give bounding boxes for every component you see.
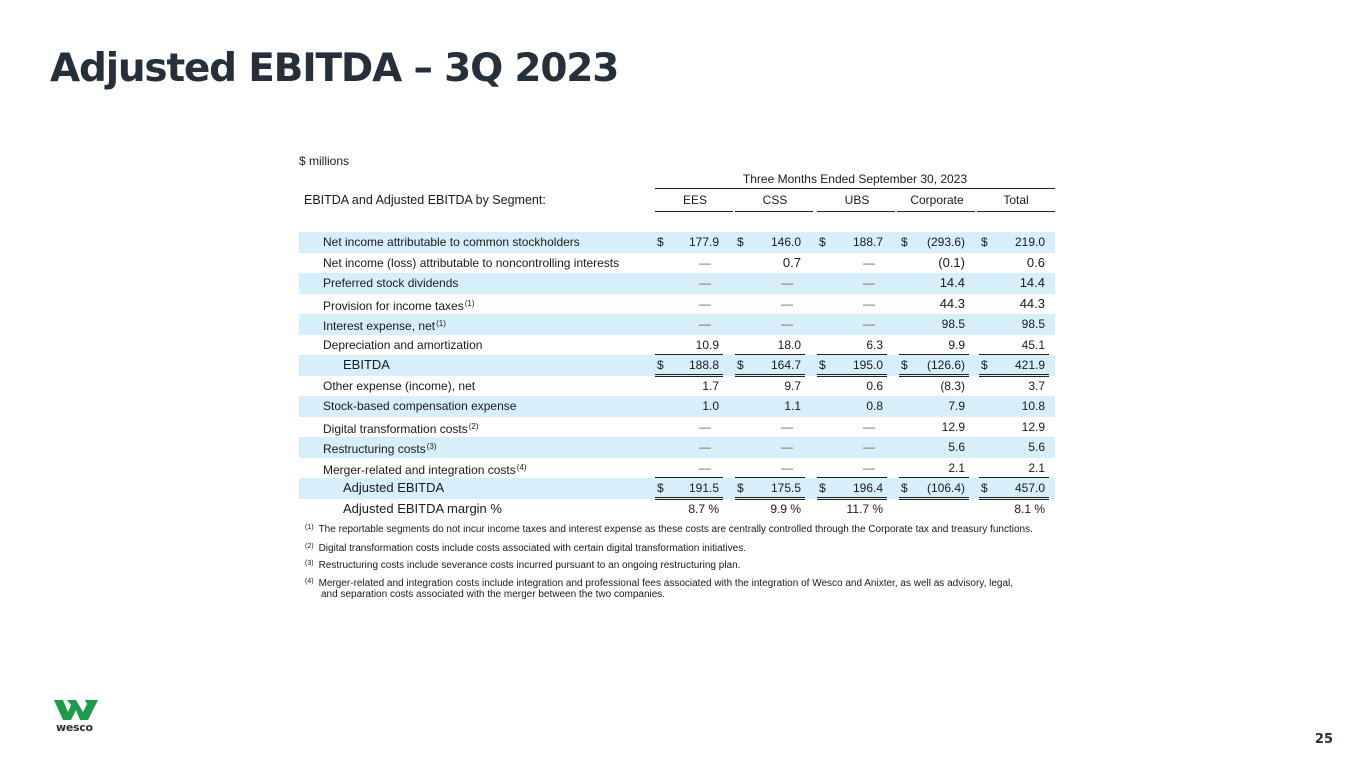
cell-corporate: 7.9	[948, 399, 965, 413]
single-underline	[817, 477, 887, 478]
double-underline	[979, 497, 1049, 500]
cell-corporate: 5.6	[948, 440, 965, 454]
table-row	[299, 294, 1055, 315]
row-label: Stock-based compensation expense	[323, 399, 517, 413]
cell-total: 3.7	[1028, 378, 1045, 393]
footnote-number: (1)	[305, 524, 314, 531]
single-underline	[817, 354, 887, 355]
double-underline	[655, 374, 723, 377]
header-rule	[655, 188, 1055, 189]
double-underline	[655, 497, 723, 500]
column-header-rule	[817, 211, 895, 212]
cell-total: 10.8	[1021, 399, 1045, 413]
table-row	[299, 273, 1055, 294]
currency-symbol: $	[901, 235, 908, 249]
cell-corporate: (106.4)	[926, 481, 965, 495]
cell-css: 146.0	[770, 235, 801, 249]
single-underline	[655, 354, 723, 355]
row-label: Provision for income taxes$^{(1)}$	[323, 298, 475, 313]
cell-css: 175.5	[770, 481, 801, 495]
double-underline	[899, 497, 969, 500]
footnote	[305, 558, 1065, 571]
double-underline	[899, 374, 969, 377]
cell-ubs: 6.3	[866, 337, 883, 352]
row-label: Other expense (income), net	[323, 378, 476, 393]
footnote-text-continued: and separation costs associated with the merger between the two companies.	[321, 589, 666, 600]
table-row	[299, 232, 1055, 253]
footnote-ref: (2)	[468, 421, 479, 431]
cell-ubs: —	[863, 419, 875, 434]
currency-symbol: $	[737, 235, 744, 249]
cell-ees: 188.8	[688, 358, 719, 372]
cell-corporate: 98.5	[941, 317, 965, 331]
cell-ees: —	[699, 317, 711, 331]
footnote-number: (4)	[305, 578, 314, 585]
row-label: Adjusted EBITDA	[343, 480, 445, 495]
footnote-ref: (4)	[516, 462, 527, 472]
footnote-text: Merger-related and integration costs include integration and professional fees associated with the integration of Wesco and Anixter, as well as advisory, legal,	[318, 578, 1014, 589]
single-underline	[979, 477, 1049, 478]
footnote-text: The reportable segments do not incur income taxes and interest expense as these costs are centrally controlled through the Corporate tax and treasury functions.	[318, 524, 1033, 535]
cell-ubs: —	[863, 276, 875, 290]
row-label: Merger-related and integration costs$^{(4)}$	[323, 462, 527, 477]
table-row	[299, 355, 1055, 376]
cell-css: 0.7	[782, 254, 801, 270]
cell-corporate: (126.6)	[926, 358, 965, 372]
currency-symbol: $	[819, 358, 826, 372]
table-row	[299, 499, 1055, 520]
cell-ubs: —	[863, 460, 875, 475]
table-row	[299, 253, 1055, 274]
column-header-rule	[655, 211, 733, 212]
cell-total: 219.0	[1014, 235, 1045, 249]
footnote-ref: (1)	[464, 298, 475, 308]
currency-symbol: $	[657, 358, 664, 372]
table-row	[299, 478, 1055, 499]
cell-ees: —	[699, 276, 711, 290]
cell-total: 0.6	[1026, 254, 1045, 270]
cell-ees: 1.0	[702, 399, 719, 413]
row-label: EBITDA	[343, 357, 390, 372]
footnote-text: Restructuring costs include severance costs incurred pursuant to an ongoing restructuring plan.	[318, 560, 741, 571]
row-label: Interest expense, net$^{(1)}$	[323, 319, 446, 333]
cell-ubs: 0.8	[866, 399, 883, 413]
currency-symbol: $	[981, 481, 988, 495]
column-header-rule	[897, 211, 975, 212]
logo-wordmark: wesco	[56, 721, 93, 734]
footnote-text: Digital transformation costs include costs associated with certain digital transformation initiatives.	[318, 543, 746, 554]
cell-total: 8.1 %	[1014, 501, 1045, 516]
cell-css: —	[781, 460, 793, 475]
wesco-logo-icon	[54, 700, 98, 720]
cell-css: 1.1	[784, 399, 801, 413]
slide-title: Adjusted EBITDA – 3Q 2023	[50, 46, 619, 91]
single-underline	[979, 354, 1049, 355]
cell-corporate: 12.9	[941, 419, 965, 434]
units-label: $ millions	[299, 154, 350, 168]
cell-total: 12.9	[1021, 419, 1045, 434]
cell-css: —	[781, 317, 793, 331]
row-label: Preferred stock dividends	[323, 276, 459, 290]
currency-symbol: $	[657, 235, 664, 249]
table-row	[299, 458, 1055, 479]
cell-corporate: 14.4	[939, 275, 965, 290]
cell-corporate: (293.6)	[926, 235, 965, 249]
cell-ubs: —	[863, 296, 875, 311]
cell-total: 14.4	[1019, 275, 1045, 290]
cell-total: 98.5	[1021, 317, 1045, 331]
double-underline	[735, 497, 805, 500]
row-label: Restructuring costs$^{(3)}$	[323, 442, 437, 456]
column-header-ees: EES	[682, 193, 707, 207]
cell-corporate: (0.1)	[938, 254, 965, 270]
table-row	[299, 437, 1055, 458]
cell-ees: —	[699, 255, 711, 270]
cell-css: —	[781, 296, 793, 311]
ebitda-table	[299, 170, 1055, 519]
cell-total: 457.0	[1014, 481, 1045, 495]
row-label: Adjusted EBITDA margin %	[343, 500, 502, 516]
cell-ubs: 11.7 %	[846, 501, 883, 516]
cell-ees: 177.9	[688, 235, 719, 249]
period-header: Three Months Ended September 30, 2023	[742, 172, 968, 186]
cell-corporate: 44.3	[939, 295, 965, 311]
currency-symbol: $	[737, 481, 744, 495]
footnote	[305, 541, 1065, 554]
double-underline	[735, 374, 805, 377]
cell-ees: —	[699, 296, 711, 311]
column-header-rule	[735, 211, 813, 212]
single-underline	[899, 477, 969, 478]
cell-ees: 1.7	[702, 378, 719, 393]
footnote	[305, 576, 1065, 600]
footnote-number: (3)	[305, 560, 314, 567]
double-underline	[817, 374, 887, 377]
currency-symbol: $	[657, 481, 664, 495]
cell-total: 45.1	[1021, 337, 1045, 352]
cell-css: 9.7	[784, 378, 801, 393]
cell-total: 44.3	[1019, 295, 1045, 311]
cell-ees: 8.7 %	[688, 501, 719, 516]
cell-ubs: —	[863, 255, 875, 270]
currency-symbol: $	[901, 358, 908, 372]
footnote	[305, 522, 1065, 535]
cell-ubs: —	[863, 440, 875, 454]
cell-ees: 10.9	[695, 337, 719, 352]
single-underline	[899, 354, 969, 355]
currency-symbol: $	[737, 358, 744, 372]
currency-symbol: $	[819, 235, 826, 249]
cell-ees: —	[699, 419, 711, 434]
column-header-rule	[977, 211, 1055, 212]
single-underline	[655, 477, 723, 478]
cell-ubs: 0.6	[866, 378, 883, 393]
footnote-ref: (3)	[426, 442, 437, 451]
double-underline	[979, 374, 1049, 377]
period-header-row	[299, 170, 1055, 188]
footnote-number: (2)	[305, 543, 314, 550]
cell-corporate: (8.3)	[940, 378, 965, 393]
row-label: Net income (loss) attributable to noncontrolling interests	[323, 255, 620, 270]
column-header-ubs: UBS	[844, 193, 870, 207]
table-row	[299, 314, 1055, 335]
table-row	[299, 376, 1055, 397]
currency-symbol: $	[981, 235, 988, 249]
page-number: 25	[1314, 732, 1333, 747]
table-row	[299, 396, 1055, 417]
column-header-row	[299, 188, 1055, 212]
row-label: Net income attributable to common stockholders	[323, 235, 580, 249]
column-header-css: CSS	[762, 193, 788, 207]
single-underline	[735, 477, 805, 478]
single-underline	[735, 354, 805, 355]
cell-css: —	[781, 276, 793, 290]
cell-css: 164.7	[770, 358, 801, 372]
cell-total: 5.6	[1028, 440, 1045, 454]
cell-css: 18.0	[777, 337, 801, 352]
cell-ees: —	[699, 440, 711, 454]
cell-css: —	[781, 419, 793, 434]
cell-css: —	[781, 440, 793, 454]
cell-ubs: 188.7	[852, 235, 883, 249]
cell-total: 2.1	[1028, 460, 1045, 475]
column-header-corporate: Corporate	[910, 193, 964, 207]
segment-row-label: EBITDA and Adjusted EBITDA by Segment:	[304, 193, 546, 207]
double-underline	[817, 497, 887, 500]
currency-symbol: $	[819, 481, 826, 495]
table-row	[299, 417, 1055, 438]
currency-symbol: $	[901, 481, 908, 495]
cell-ees: —	[699, 460, 711, 475]
currency-symbol: $	[981, 358, 988, 372]
cell-total: 421.9	[1014, 358, 1045, 372]
cell-ubs: —	[863, 317, 875, 331]
cell-corporate: 2.1	[948, 460, 965, 475]
footnote-ref: (1)	[436, 319, 446, 328]
cell-ubs: 195.0	[852, 358, 883, 372]
row-label: Depreciation and amortization	[323, 337, 483, 352]
table-row	[299, 335, 1055, 356]
cell-css: 9.9 %	[770, 501, 801, 516]
cell-ees: 191.5	[688, 481, 719, 495]
cell-corporate: 9.9	[948, 337, 965, 352]
cell-ubs: 196.4	[852, 481, 883, 495]
row-label: Digital transformation costs$^{(2)}$	[323, 421, 479, 436]
column-header-total: Total	[1003, 193, 1029, 207]
